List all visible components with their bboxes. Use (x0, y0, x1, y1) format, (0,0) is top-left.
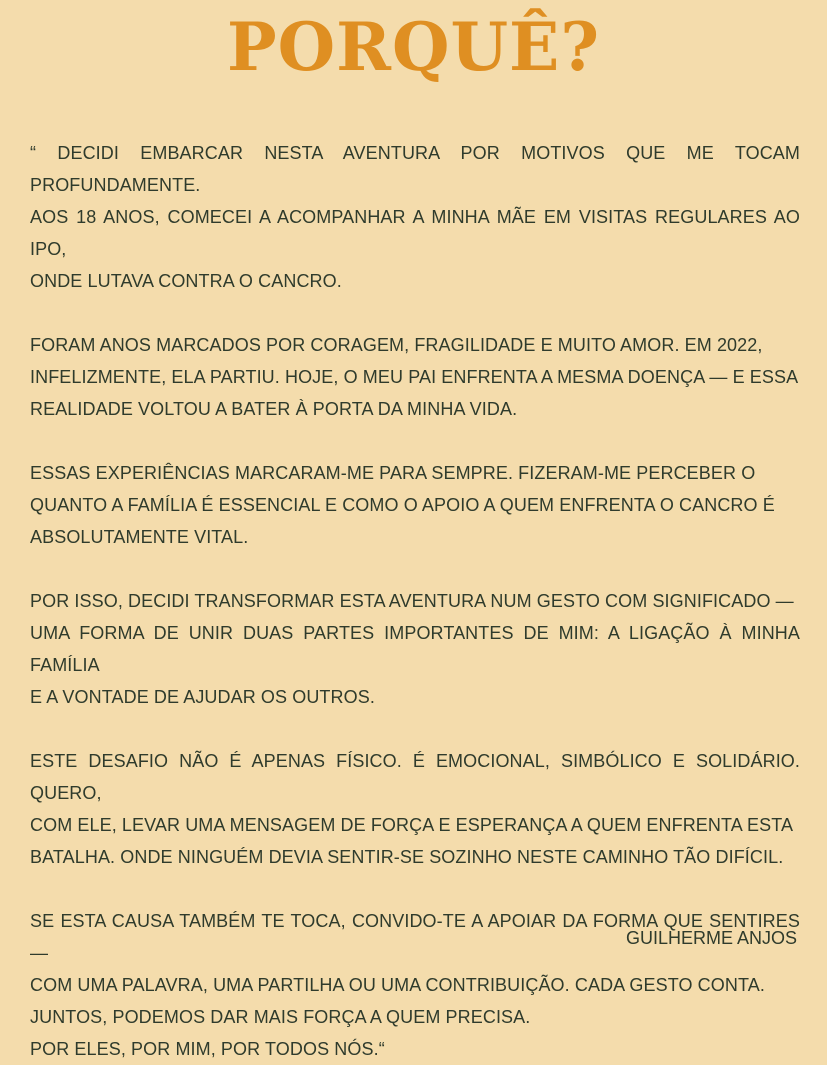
text-line: AOS 18 ANOS, COMECEI A ACOMPANHAR A MINHA MÃE EM VISITAS REGULARES AO IPO, (30, 207, 800, 259)
text-line: UMA FORMA DE UNIR DUAS PARTES IMPORTANTES DE MIM: A LIGAÇÃO À MINHA FAMÍLIA (30, 623, 800, 675)
text-line: QUANTO A FAMÍLIA É ESSENCIAL E COMO O APOIO A QUEM ENFRENTA O CANCRO É (30, 495, 775, 515)
text-line: POR ELES, POR MIM, POR TODOS NÓS.“ (30, 1039, 385, 1059)
text-line: E A VONTADE DE AJUDAR OS OUTROS. (30, 687, 375, 707)
paragraph (30, 585, 800, 713)
text-line: POR ISSO, DECIDI TRANSFORMAR ESTA AVENTURA NUM GESTO COM SIGNIFICADO — (30, 591, 794, 611)
text-line: “ DECIDI EMBARCAR NESTA AVENTURA POR MOTIVOS QUE ME TOCAM PROFUNDAMENTE. (30, 143, 800, 195)
paragraph (30, 137, 800, 297)
text-line: BATALHA. ONDE NINGUÉM DEVIA SENTIR-SE SOZINHO NESTE CAMINHO TÃO DIFÍCIL. (30, 847, 784, 867)
text-line: ABSOLUTAMENTE VITAL. (30, 527, 249, 547)
text-line: REALIDADE VOLTOU A BATER À PORTA DA MINHA VIDA. (30, 399, 518, 419)
text-line: ESTE DESAFIO NÃO É APENAS FÍSICO. É EMOCIONAL, SIMBÓLICO E SOLIDÁRIO. QUERO, (30, 751, 800, 803)
text-line: COM UMA PALAVRA, UMA PARTILHA OU UMA CONTRIBUIÇÃO. CADA GESTO CONTA. (30, 975, 765, 995)
text-line: JUNTOS, PODEMOS DAR MAIS FORÇA A QUEM PRECISA. (30, 1007, 531, 1027)
paragraph (30, 745, 800, 873)
text-line: COM ELE, LEVAR UMA MENSAGEM DE FORÇA E ESPERANÇA A QUEM ENFRENTA ESTA (30, 815, 794, 835)
text-line: FORAM ANOS MARCADOS POR CORAGEM, FRAGILIDADE E MUITO AMOR. EM 2022, (30, 335, 763, 355)
author-signature: GUILHERME ANJOS (625, 928, 797, 948)
page-title: PORQUÊ? (227, 8, 600, 86)
text-line: ESSAS EXPERIÊNCIAS MARCARAM-ME PARA SEMPRE. FIZERAM-ME PERCEBER O (30, 463, 756, 483)
text-line: SE ESTA CAUSA TAMBÉM TE TOCA, CONVIDO-TE A APOIAR DA FORMA QUE SENTIRES — (30, 911, 800, 963)
paragraph (30, 457, 800, 553)
text-line: INFELIZMENTE, ELA PARTIU. HOJE, O MEU PAI ENFRENTA A MESMA DOENÇA — E ESSA (30, 367, 799, 387)
paragraph (30, 329, 800, 425)
text-line: ONDE LUTAVA CONTRA O CANCRO. (30, 271, 342, 291)
